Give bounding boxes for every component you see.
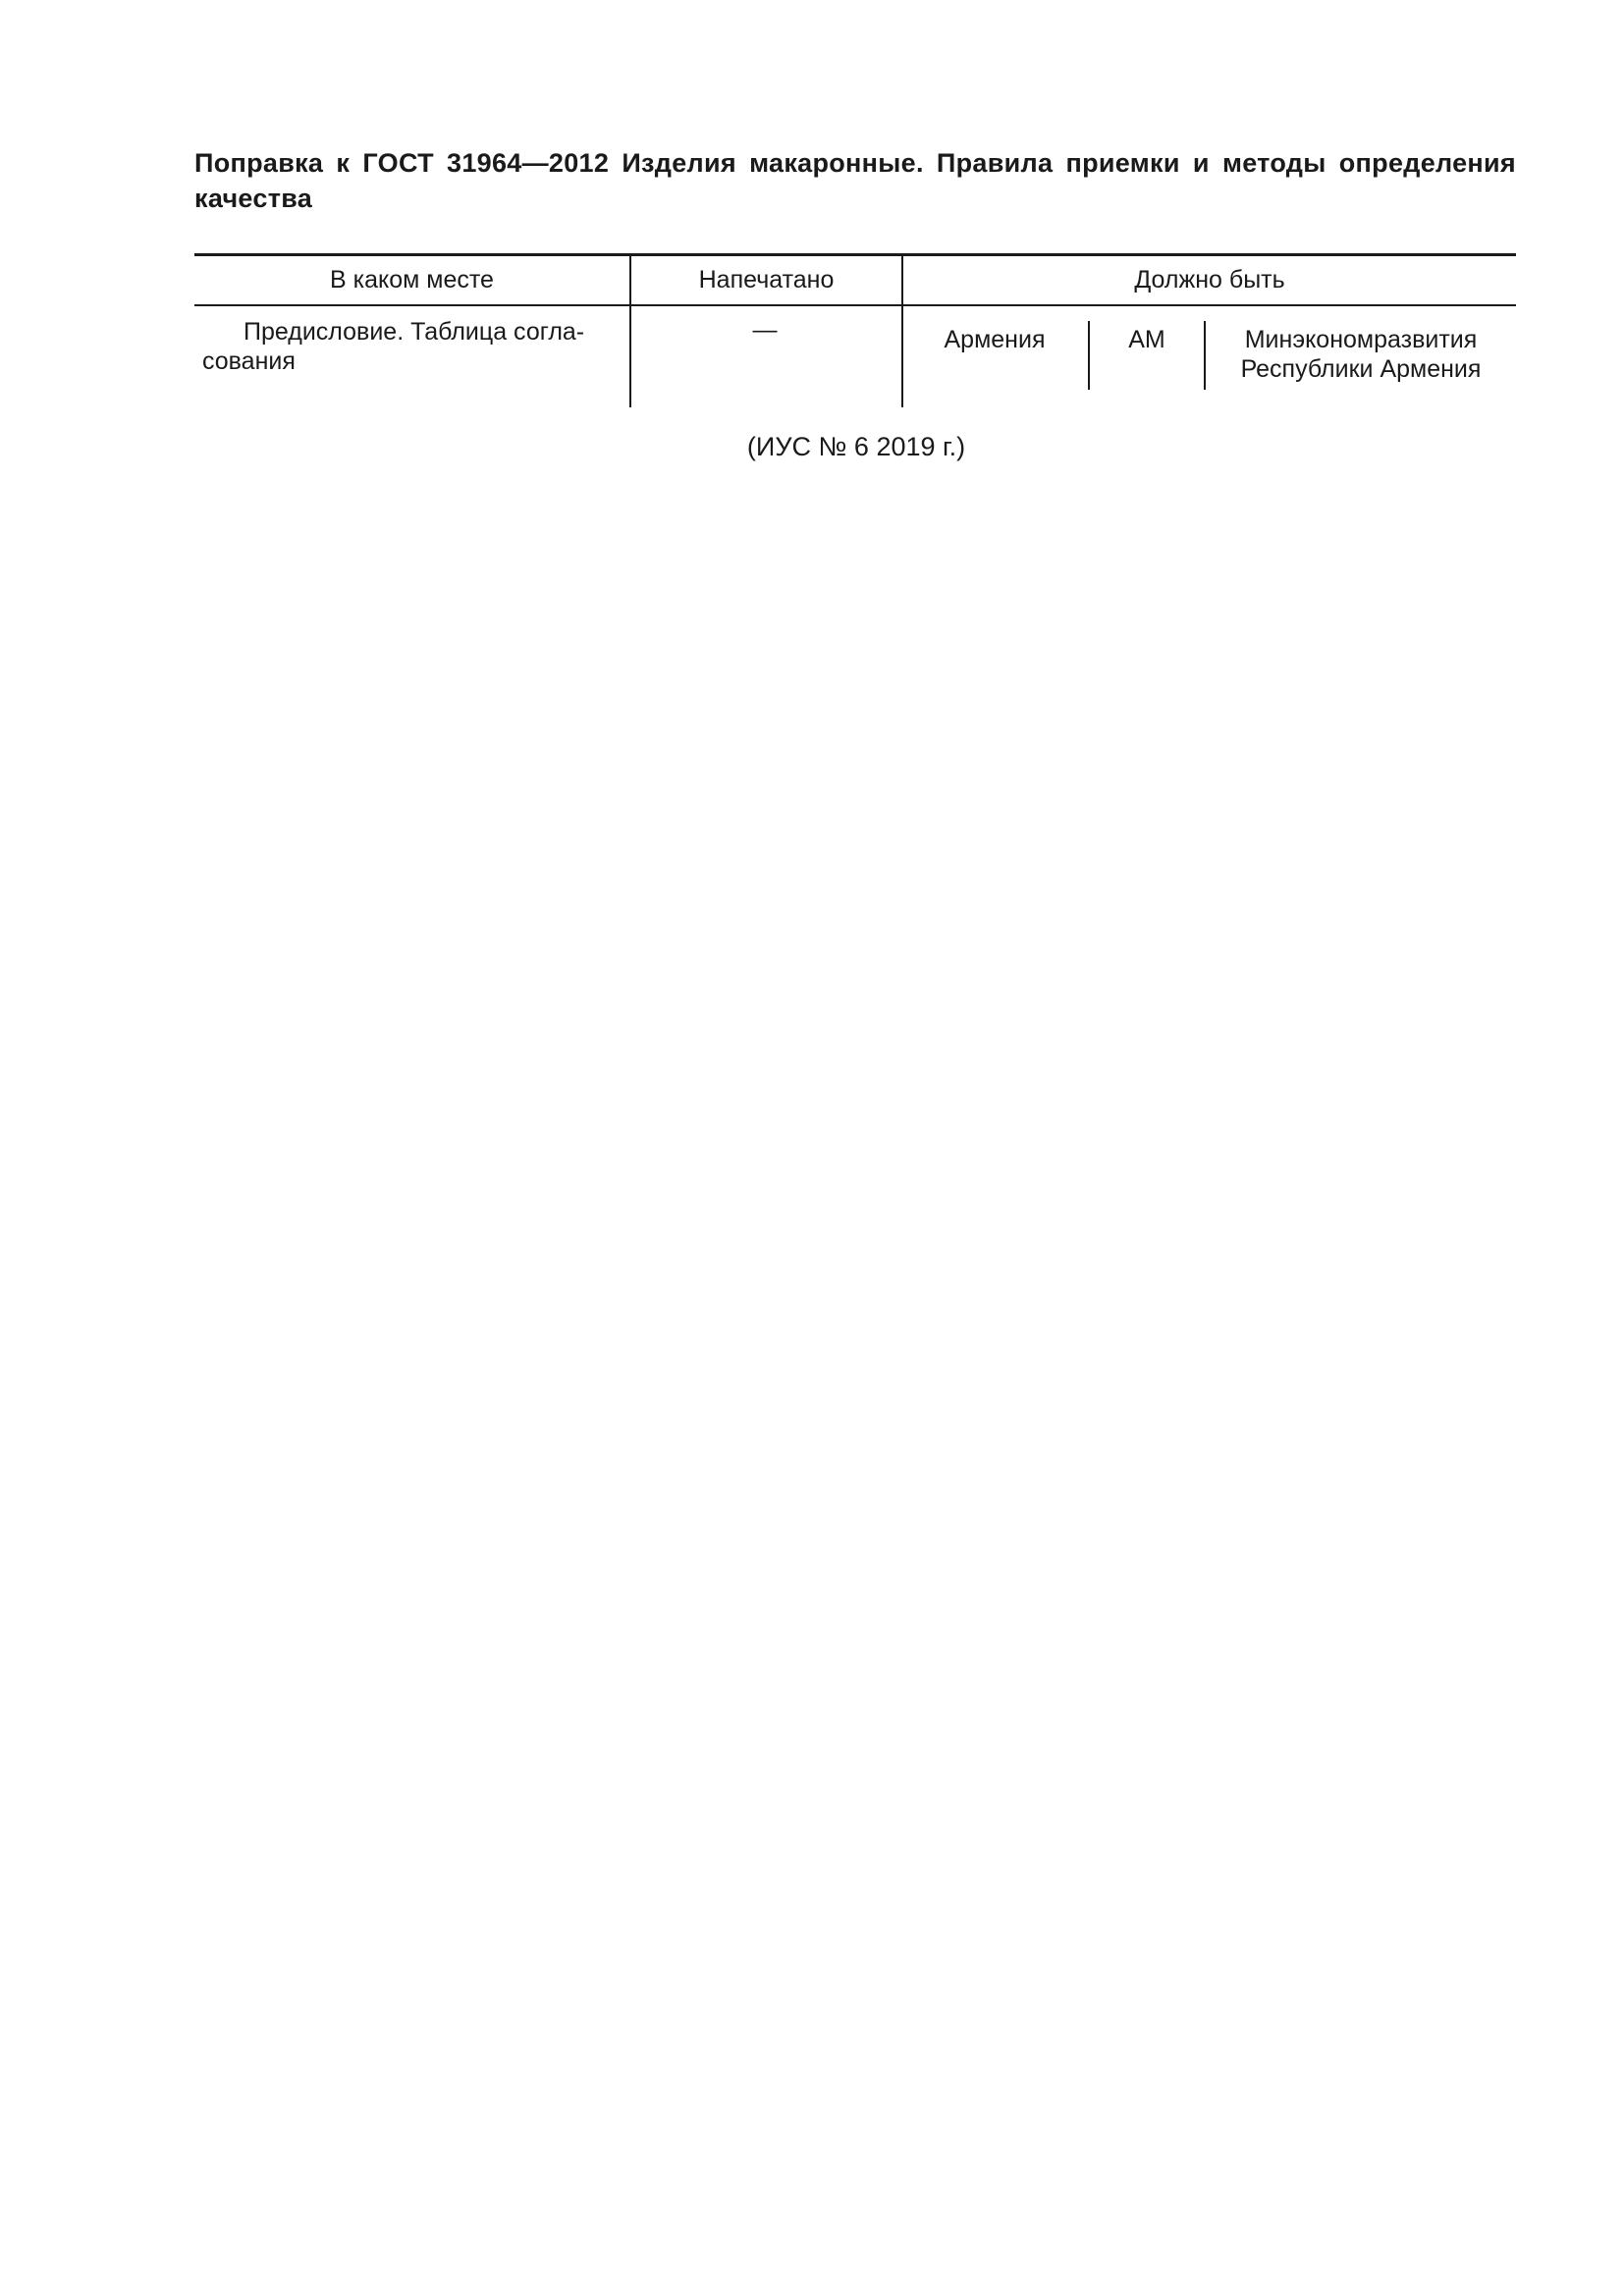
issue-note: (ИУС № 6 2019 г.) xyxy=(746,432,966,461)
header-place: В каком месте xyxy=(330,266,494,294)
document-title: Поправка к ГОСТ 31964—2012 Изделия макаронные. Правила приемки и методы определения качества xyxy=(194,148,1516,213)
header-printed: Напечатано xyxy=(698,266,835,294)
table-header-row xyxy=(194,256,1516,306)
cell-authority xyxy=(1206,325,1516,384)
cell-country: Армения xyxy=(944,326,1046,353)
cell-printed: — xyxy=(752,316,778,344)
cell-country-code: АМ xyxy=(1128,326,1165,353)
authority-line-2: Республики Армения xyxy=(1240,355,1482,383)
header-should-be: Должно быть xyxy=(1134,266,1285,294)
cell-place: Предисловие. Таблица согла-сования xyxy=(202,318,585,375)
correction-table xyxy=(194,253,1516,408)
authority-line-1: Минэкономразвития xyxy=(1244,326,1478,353)
